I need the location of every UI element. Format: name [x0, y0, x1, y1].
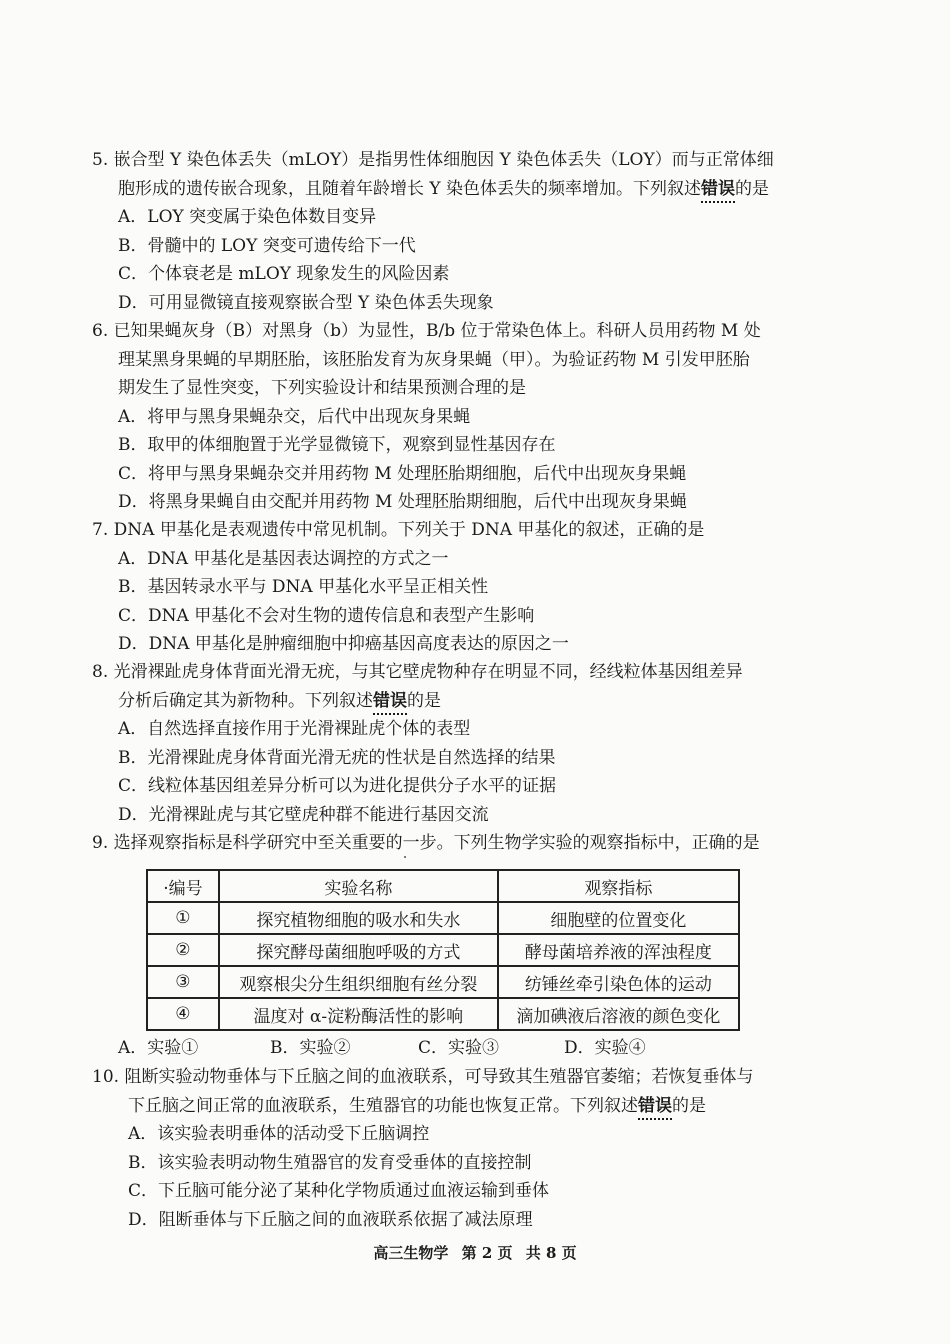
- option-c: C．线粒体基因组差异分析可以为进化提供分子水平的证据: [118, 776, 557, 796]
- question-number: 10.: [92, 1067, 120, 1087]
- table-header-cell: ·编号: [147, 870, 219, 902]
- question-stem-continued: 下丘脑之间正常的血液联系，生殖器官的功能也恢复正常。下列叙述错误的是: [128, 1095, 706, 1116]
- question-stem-continued: 期发生了显性突变，下列实验设计和结果预测合理的是: [118, 378, 526, 398]
- question-5: [92, 146, 832, 317]
- emphasis-mark: 错误: [701, 178, 736, 199]
- option-b: B．光滑裸趾虎身体背面光滑无疣的性状是自然选择的结果: [118, 747, 556, 768]
- table-cell: 温度对 α-淀粉酶活性的影响: [219, 998, 498, 1030]
- table-header-cell: 实验名称: [219, 870, 498, 902]
- table-cell: 细胞壁的位置变化: [498, 902, 739, 934]
- question-8: [92, 658, 832, 829]
- table-row: [147, 934, 739, 966]
- option-b: B．取甲的体细胞置于光学显微镜下，观察到显性基因存在: [118, 435, 556, 455]
- option-a: A．DNA 甲基化是基因表达调控的方式之一: [118, 548, 449, 569]
- question-number: 7.: [92, 520, 109, 540]
- table-cell: ①: [147, 902, 219, 934]
- option-d: D．将黑身果蝇自由交配并用药物 M 处理胚胎期细胞，后代中出现灰身果蝇: [118, 492, 687, 512]
- option-a: A．LOY 突变属于染色体数目变异: [118, 207, 377, 227]
- scan-speck: [404, 856, 406, 858]
- option-a: A．该实验表明垂体的活动受下丘脑调控: [128, 1124, 430, 1144]
- table-cell: ④: [147, 998, 219, 1030]
- option-d: D．实验④: [564, 1038, 646, 1058]
- question-stem-continued: 分析后确定其为新物种。下列叙述错误的是: [118, 690, 441, 711]
- option-c: C．DNA 甲基化不会对生物的遗传信息和表型产生影响: [118, 605, 535, 626]
- table-header-cell: 观察指标: [498, 870, 739, 902]
- table-cell: ③: [147, 966, 219, 998]
- table-header-row: [147, 870, 739, 902]
- question-7: [92, 516, 832, 659]
- table-row: [147, 902, 739, 934]
- option-d: D．可用显微镜直接观察嵌合型 Y 染色体丢失现象: [118, 292, 494, 313]
- question-stem-continued: 胞形成的遗传嵌合现象，且随着年龄增长 Y 染色体丢失的频率增加。下列叙述错误的是: [118, 178, 770, 199]
- option-d: D．光滑裸趾虎与其它壁虎种群不能进行基因交流: [118, 804, 489, 825]
- table-cell: 酵母菌培养液的浑浊程度: [498, 934, 739, 966]
- question-number: 8.: [92, 662, 109, 682]
- question-stem: 8. 光滑裸趾虎身体背面光滑无疣，与其它壁虎物种存在明显不同，经线粒体基因组差异: [92, 658, 832, 687]
- option-b: B．基因转录水平与 DNA 甲基化水平呈正相关性: [118, 577, 489, 597]
- option-b: B．骨髓中的 LOY 突变可遗传给下一代: [118, 235, 416, 256]
- table-cell: 纺锤丝牵引染色体的运动: [498, 966, 739, 998]
- option-b: B．该实验表明动物生殖器官的发育受垂体的直接控制: [128, 1152, 532, 1173]
- table-row: [147, 966, 739, 998]
- option-a: A．将甲与黑身果蝇杂交，后代中出现灰身果蝇: [118, 406, 471, 427]
- question-9: [92, 829, 832, 858]
- page-footer: [0, 1242, 950, 1263]
- question-number: 5.: [92, 150, 109, 170]
- table-cell: 探究植物细胞的吸水和失水: [219, 902, 498, 934]
- footer-page-number: 第 2 页: [461, 1244, 513, 1262]
- emphasis-mark: 错误: [373, 690, 407, 711]
- option-a: A．实验①: [118, 1038, 199, 1058]
- option-b: B．实验②: [270, 1038, 351, 1058]
- option-a: A．自然选择直接作用于光滑裸趾虎个体的表型: [118, 719, 471, 739]
- option-d: D．DNA 甲基化是肿瘤细胞中抑癌基因高度表达的原因之一: [118, 634, 569, 654]
- question-stem: 10. 阻断实验动物垂体与下丘脑之间的血液联系，可导致其生殖器官萎缩；若恢复垂体与: [92, 1063, 832, 1092]
- question-stem: 7. DNA 甲基化是表观遗传中常见机制。下列关于 DNA 甲基化的叙述，正确的是: [92, 516, 832, 545]
- table-cell: 探究酵母菌细胞呼吸的方式: [219, 934, 498, 966]
- question-stem: 6. 已知果蝇灰身（B）对黑身（b）为显性，B/b 位于常染色体上。科研人员用药物 M 处: [92, 317, 832, 346]
- footer-total-pages: 共 8 页: [525, 1244, 577, 1262]
- footer-subject: 高三生物学: [373, 1244, 449, 1262]
- question-stem-continued: 理某黑身果蝇的早期胚胎，该胚胎发育为灰身果蝇（甲）。为验证药物 M 引发甲胚胎: [118, 349, 750, 370]
- option-c: C．将甲与黑身果蝇杂交并用药物 M 处理胚胎期细胞，后代中出现灰身果蝇: [118, 463, 687, 484]
- question-number: 9.: [92, 833, 109, 853]
- question-number: 6.: [92, 321, 109, 341]
- table-row: [147, 998, 739, 1030]
- table-cell: 滴加碘液后溶液的颜色变化: [498, 998, 739, 1030]
- question-stem: 9. 选择观察指标是科学研究中至关重要的一步。下列生物学实验的观察指标中，正确的是: [92, 829, 832, 858]
- question-stem: 5. 嵌合型 Y 染色体丢失（mLOY）是指男性体细胞因 Y 染色体丢失（LOY）而与正常体细: [92, 146, 832, 175]
- option-c: C．实验③: [418, 1038, 500, 1058]
- question-10: [92, 1063, 832, 1234]
- question-9-options: [118, 1034, 646, 1062]
- emphasis-mark: 错误: [638, 1095, 672, 1116]
- observation-table: [146, 869, 740, 1031]
- option-c: C．下丘脑可能分泌了某种化学物质通过血液运输到垂体: [128, 1181, 550, 1201]
- question-6: [92, 317, 832, 517]
- option-d: D．阻断垂体与下丘脑之间的血液联系依据了减法原理: [128, 1209, 533, 1230]
- table-cell: ②: [147, 934, 219, 966]
- option-c: C．个体衰老是 mLOY 现象发生的风险因素: [118, 264, 450, 284]
- table-cell: 观察根尖分生组织细胞有丝分裂: [219, 966, 498, 998]
